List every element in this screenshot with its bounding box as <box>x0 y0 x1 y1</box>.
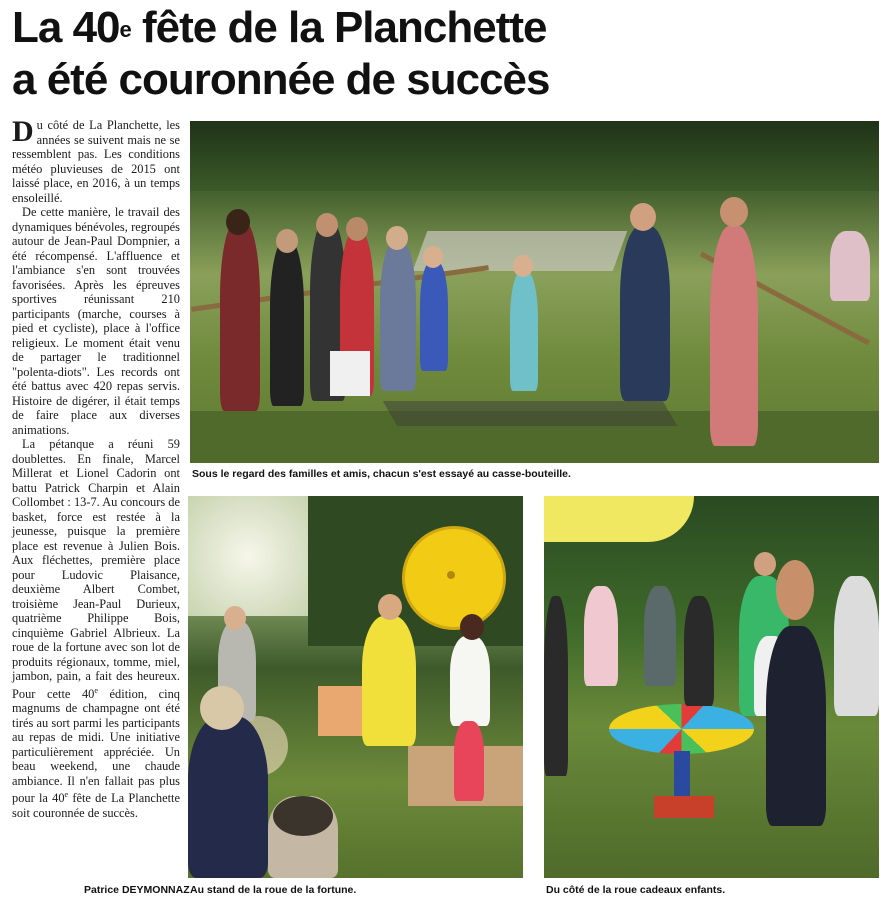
drop-cap: D <box>12 115 34 148</box>
caption-main-photo: Sous le regard des familles et amis, chacun s'est essayé au casse-bouteille. <box>192 468 571 480</box>
caption-left-photo: Au stand de la roue de la fortune. <box>190 884 357 896</box>
headline-line-1: La 40e fête de la Planchette <box>12 3 547 52</box>
article-body <box>12 115 180 820</box>
caption-right-photo: Du côté de la roue cadeaux enfants. <box>546 884 726 896</box>
photo-casse-bouteille <box>190 121 879 463</box>
paragraph-1: Du côté de La Planchette, les années se suivent mais ne se ressemblent pas. Les conditions météo pluvieuses de 2015 ont laissé place, en 2016, à un temps ensoleillé. <box>12 115 180 205</box>
byline: Patrice DEYMONNAZ <box>84 884 190 896</box>
photo-roue-fortune <box>188 496 523 878</box>
photo-roue-cadeaux <box>544 496 879 878</box>
paragraph-3: La pétanque a réuni 59 doublettes. En finale, Marcel Millerat et Lionel Cadorin ont battu Patrick Charpin et Alain Collombet : 13-7. Au concours de basket, force est restée à la jeunesse, puisque la première place est revenue à Julien Bois. Aux fléchettes, première place pour Ludovic Plaisance, deuxième Albert Combet, troisième Jean-Paul Durieux, quatrième Philippe Bois, cinquième Gabriel Albrieux. La roue de la fortune avec son lot de produits régionaux, tomme, miel, jambon, pain, a fait des heureux. Pour cette 40e édition, cinq magnums de champagne ont été tirés au sort parmi les participants au repas de midi. Une initiative particulièrement appréciée. Un beau weekend, une chaude ambiance. Il n'en fallait pas plus pour la 40e fête de La Planchette soit couronnée de succès. <box>12 437 180 820</box>
paragraph-2: De cette manière, le travail des dynamiques bénévoles, regroupés autour de Jean-Paul Dompnier, a été récompensé. L'affluence et l'ambiance s'en sont trouvées favorisées. Après les épreuves sportives réunissant 210 participants (marche, courses à pied et cycliste), place à l'office religieux. Le moment était venu de partager le traditionnel "polenta-diots". Les records ont été battus avec 420 repas servis. Histoire de digérer, il était temps de faire place aux diverses animations. <box>12 205 180 437</box>
headline-line-2: a été couronnée de succès <box>12 55 550 104</box>
article-headline <box>12 2 882 106</box>
